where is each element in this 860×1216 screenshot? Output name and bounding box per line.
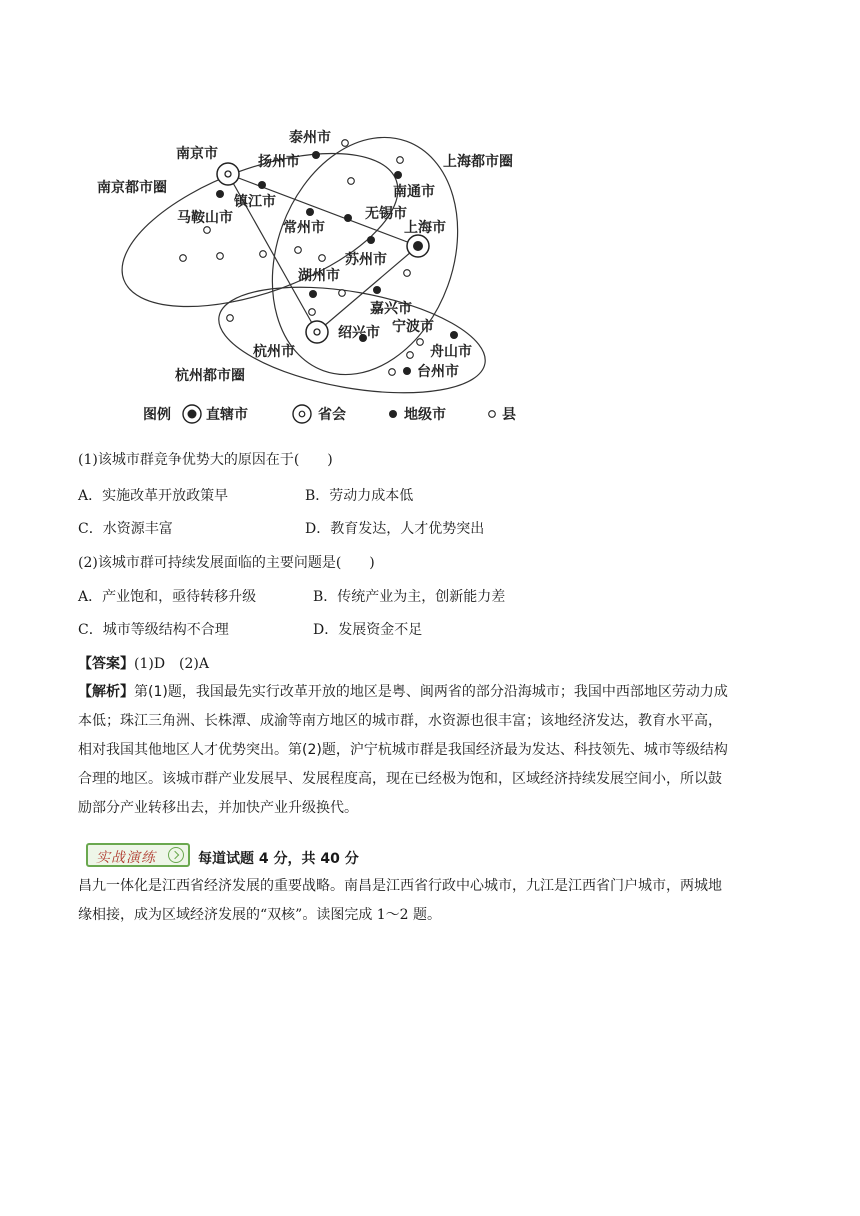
question-1-stem: (1)该城市群竞争优势大的原因在于( ): [78, 452, 333, 468]
analysis-line-2: 本低；珠江三角洲、长株潭、成渝等南方地区的城市群，水资源也很丰富；该地经济发达，教育水平高，: [78, 713, 722, 729]
legend-municipality: 直辖市: [206, 407, 248, 423]
analysis-line-5: 励部分产业转移出去，并加快产业升级换代。: [78, 800, 358, 816]
q2-option-d: D．发展资金不足: [313, 622, 423, 638]
label-zhoushan: 舟山市: [430, 344, 472, 360]
label-huzhou: 湖州市: [298, 268, 340, 284]
q1-option-c: C．水资源丰富: [78, 521, 173, 537]
intro-paragraph: [78, 872, 798, 930]
analysis-block: [78, 678, 778, 823]
q2-option-a: A．产业饱和，亟待转移升级: [78, 589, 257, 605]
q2-option-c: C．城市等级结构不合理: [78, 622, 229, 638]
practice-badge-text: 实战演练: [96, 850, 156, 866]
label-suzhou: 苏州市: [345, 252, 387, 268]
label-hangzhou-region: 杭州都市圈: [175, 368, 245, 384]
label-taizhou-zj: 台州市: [417, 364, 459, 380]
label-nanjing: 南京市: [176, 146, 218, 162]
q1-option-d: D．教育发达，人才优势突出: [305, 521, 485, 537]
label-shanghai-region: 上海都市圈: [443, 154, 513, 170]
legend-prefecture: 地级市: [404, 407, 446, 423]
label-shanghai: 上海市: [404, 220, 446, 236]
legend-title: 图例: [143, 407, 171, 423]
legend-capital: 省会: [318, 407, 346, 423]
analysis-line-1: 第(1)题，我国最先实行改革开放的地区是粤、闽两省的部分沿海城市；我国中西部地区劳动力成: [134, 684, 728, 700]
hangzhou-capital-icon: [306, 321, 328, 343]
intro-line-1: 昌九一体化是江西省经济发展的重要战略。南昌是江西省行政中心城市，九江是江西省门户城市，两城地: [78, 878, 722, 894]
label-changzhou: 常州市: [283, 220, 325, 236]
q1-option-b: B．劳动力成本低: [305, 488, 414, 504]
answer-label: 【答案】: [78, 656, 134, 672]
q2-option-b: B．传统产业为主，创新能力差: [313, 589, 506, 605]
label-taizhou: 泰州市: [289, 130, 331, 146]
arrow-right-icon: [168, 847, 184, 863]
practice-badge: [86, 843, 190, 867]
analysis-line-3: 相对我国其他地区人才优势突出。第(2)题，沪宁杭城市群是我国经济最为发达、科技领先、城市等级结构: [78, 742, 728, 758]
label-maanshan: 马鞍山市: [177, 210, 233, 226]
shanghai-municipality-icon: [407, 235, 429, 257]
answer-text: (1)D (2)A: [134, 656, 209, 672]
question-2-stem: (2)该城市群可持续发展面临的主要问题是( ): [78, 555, 375, 571]
map-legend: [143, 405, 516, 423]
answer-line: [78, 654, 209, 674]
label-nanjing-region: 南京都市圈: [97, 180, 167, 196]
city-cluster-map: [80, 118, 550, 428]
analysis-line-4: 合理的地区。该城市群产业发展早、发展程度高，现在已经极为饱和，区域经济持续发展空间小，所以鼓: [78, 771, 722, 787]
intro-line-2: 缘相接，成为区域经济发展的“双核”。读图完成 1～2 题。: [78, 907, 442, 923]
label-shaoxing: 绍兴市: [338, 325, 380, 341]
label-ningbo: 宁波市: [392, 319, 434, 335]
label-wuxi: 无锡市: [365, 206, 407, 222]
label-hangzhou: 杭州市: [253, 344, 295, 360]
label-zhenjiang: 镇江市: [234, 194, 276, 210]
practice-score-note: 每道试题 4 分，共 40 分: [198, 851, 359, 867]
label-jiaxing: 嘉兴市: [370, 301, 412, 317]
label-yangzhou: 扬州市: [258, 154, 300, 170]
label-nantong: 南通市: [393, 184, 435, 200]
legend-county: 县: [502, 407, 516, 423]
q1-option-a: A．实施改革开放政策早: [78, 488, 229, 504]
analysis-label: 【解析】: [78, 684, 134, 700]
nanjing-capital-icon: [217, 163, 239, 185]
